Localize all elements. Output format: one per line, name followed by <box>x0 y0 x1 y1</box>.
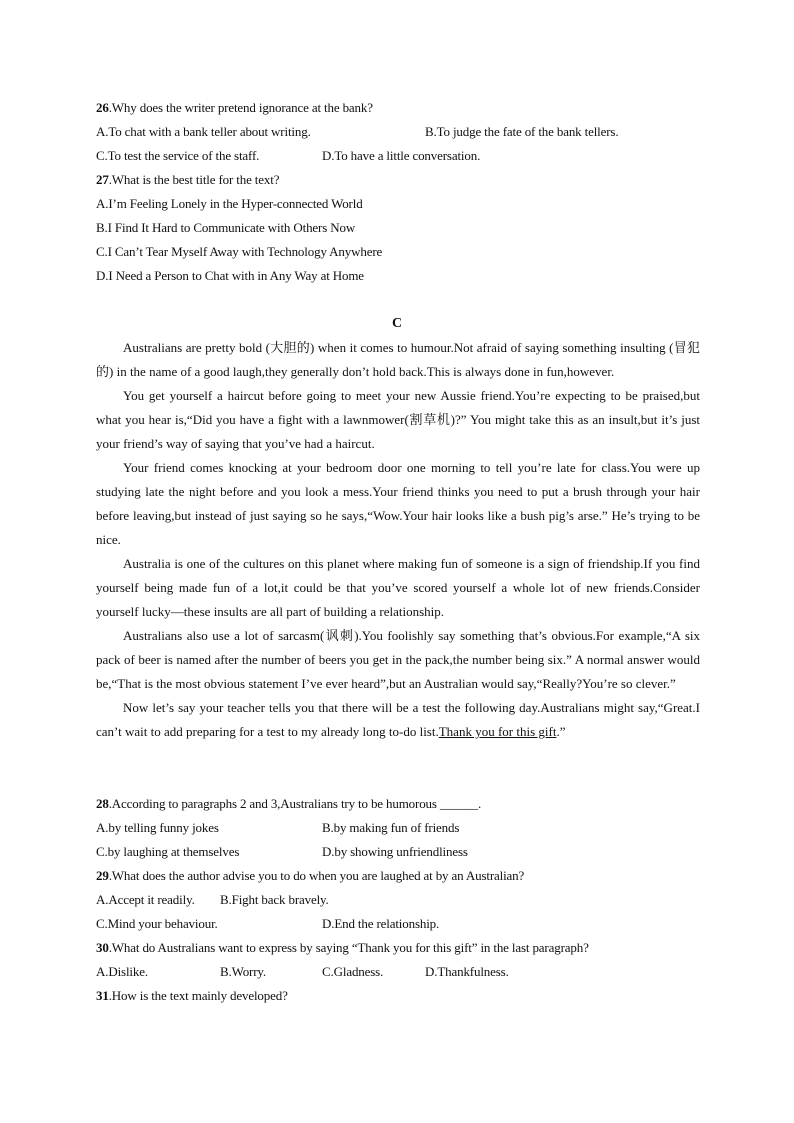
option-28-b: B.by making fun of friends <box>322 820 460 835</box>
option-29-b: B.Fight back bravely. <box>220 892 329 907</box>
option-26-d: D.To have a little conversation. <box>322 148 481 163</box>
question-number: 30 <box>96 940 109 955</box>
option-28-c: C.by laughing at themselves <box>96 844 240 859</box>
passage-paragraph-1: Australians are pretty bold (大胆的) when it comes to humour.Not afraid of saying something insulting (冒犯的) in the name of a good laugh,they generally don’t hold back.This is always done in fun,however. <box>96 340 700 379</box>
option-30-b: B.Worry. <box>220 964 267 979</box>
question-text: .According to paragraphs 2 and 3,Australians try to be humorous ______. <box>108 796 482 811</box>
option-28-a: A.by telling funny jokes <box>96 820 219 835</box>
option-26-a: A.To chat with a bank teller about writing. <box>96 124 311 139</box>
question-31-stem <box>96 988 288 1004</box>
option-26-b: B.To judge the fate of the bank tellers. <box>425 124 619 139</box>
option-27-b: B.I Find It Hard to Communicate with Others Now <box>96 220 356 235</box>
question-number: 31 <box>96 988 109 1003</box>
option-30-a: A.Dislike. <box>96 964 148 979</box>
question-27-stem <box>96 172 279 188</box>
question-26-stem <box>96 100 373 116</box>
option-27-d: D.I Need a Person to Chat with in Any Way at Home <box>96 268 364 283</box>
paragraph-6-text: Now let’s say your teacher tells you that there will be a test the following day.Australians might say,“Great.I can’t wait to add preparing for a test to my already long to-do list. <box>96 700 700 739</box>
option-30-c: C.Gladness. <box>322 964 384 979</box>
passage-paragraph-5: Australians also use a lot of sarcasm(讽刺).You foolishly say something that’s obvious.For example,“A six pack of beer is named after the number of beers you get in the pack,the number being six.” A normal answer would be,“That is the most obvious statement I’ve ever heard”,but an Australian would say,“Really?You’re so clever.” <box>96 628 700 691</box>
passage-paragraph-3: Your friend comes knocking at your bedroom door one morning to tell you’re late for class.You were up studying late the night before and you look a mess.Your friend thinks you need to put a brush through your hair before leaving,but instead of just saying so he says,“Wow.Your hair looks like a bush pig’s arse.” He’s trying to be nice. <box>96 460 700 547</box>
option-27-c: C.I Can’t Tear Myself Away with Technology Anywhere <box>96 244 383 259</box>
question-text: .What does the author advise you to do when you are laughed at by an Australian? <box>108 868 525 883</box>
question-text: .What do Australians want to express by saying “Thank you for this gift” in the last paragraph? <box>108 940 589 955</box>
question-number: 29 <box>96 868 109 883</box>
underlined-phrase: Thank you for this gift <box>438 724 557 739</box>
question-number: 26 <box>96 100 109 115</box>
question-number: 28 <box>96 796 109 811</box>
question-number: 27 <box>96 172 109 187</box>
option-26-c: C.To test the service of the staff. <box>96 148 260 163</box>
option-30-d: D.Thankfulness. <box>425 964 509 979</box>
option-29-c: C.Mind your behaviour. <box>96 916 218 931</box>
question-text: .How is the text mainly developed? <box>108 988 288 1003</box>
passage-paragraph-6 <box>96 696 700 744</box>
option-29-d: D.End the relationship. <box>322 916 440 931</box>
question-30-stem <box>96 940 589 956</box>
question-28-stem <box>96 796 481 812</box>
option-28-d: D.by showing unfriendliness <box>322 844 468 859</box>
passage-paragraph-4: Australia is one of the cultures on this planet where making fun of someone is a sign of friendship.If you find yourself being made fun of a lot,it could be that you’ve scored yourself a whole lot of new friends.Consider yourself lucky—these insults are all part of building a relationship. <box>96 556 700 619</box>
question-text: .Why does the writer pretend ignorance at the bank? <box>108 100 373 115</box>
question-29-stem <box>96 868 524 884</box>
option-29-a: A.Accept it readily. <box>96 892 195 907</box>
reading-passage <box>96 336 700 744</box>
paragraph-6-end: .” <box>556 724 566 739</box>
question-text: .What is the best title for the text? <box>108 172 280 187</box>
passage-paragraph-2: You get yourself a haircut before going to meet your new Aussie friend.You’re expecting to be praised,but what you hear is,“Did you have a fight with a lawnmower(割草机)?” You might take this as an insult,but it’s just your friend’s way of saying that you’ve had a haircut. <box>96 388 700 451</box>
option-27-a: A.I’m Feeling Lonely in the Hyper-connected World <box>96 196 363 211</box>
section-heading: C <box>391 316 403 331</box>
